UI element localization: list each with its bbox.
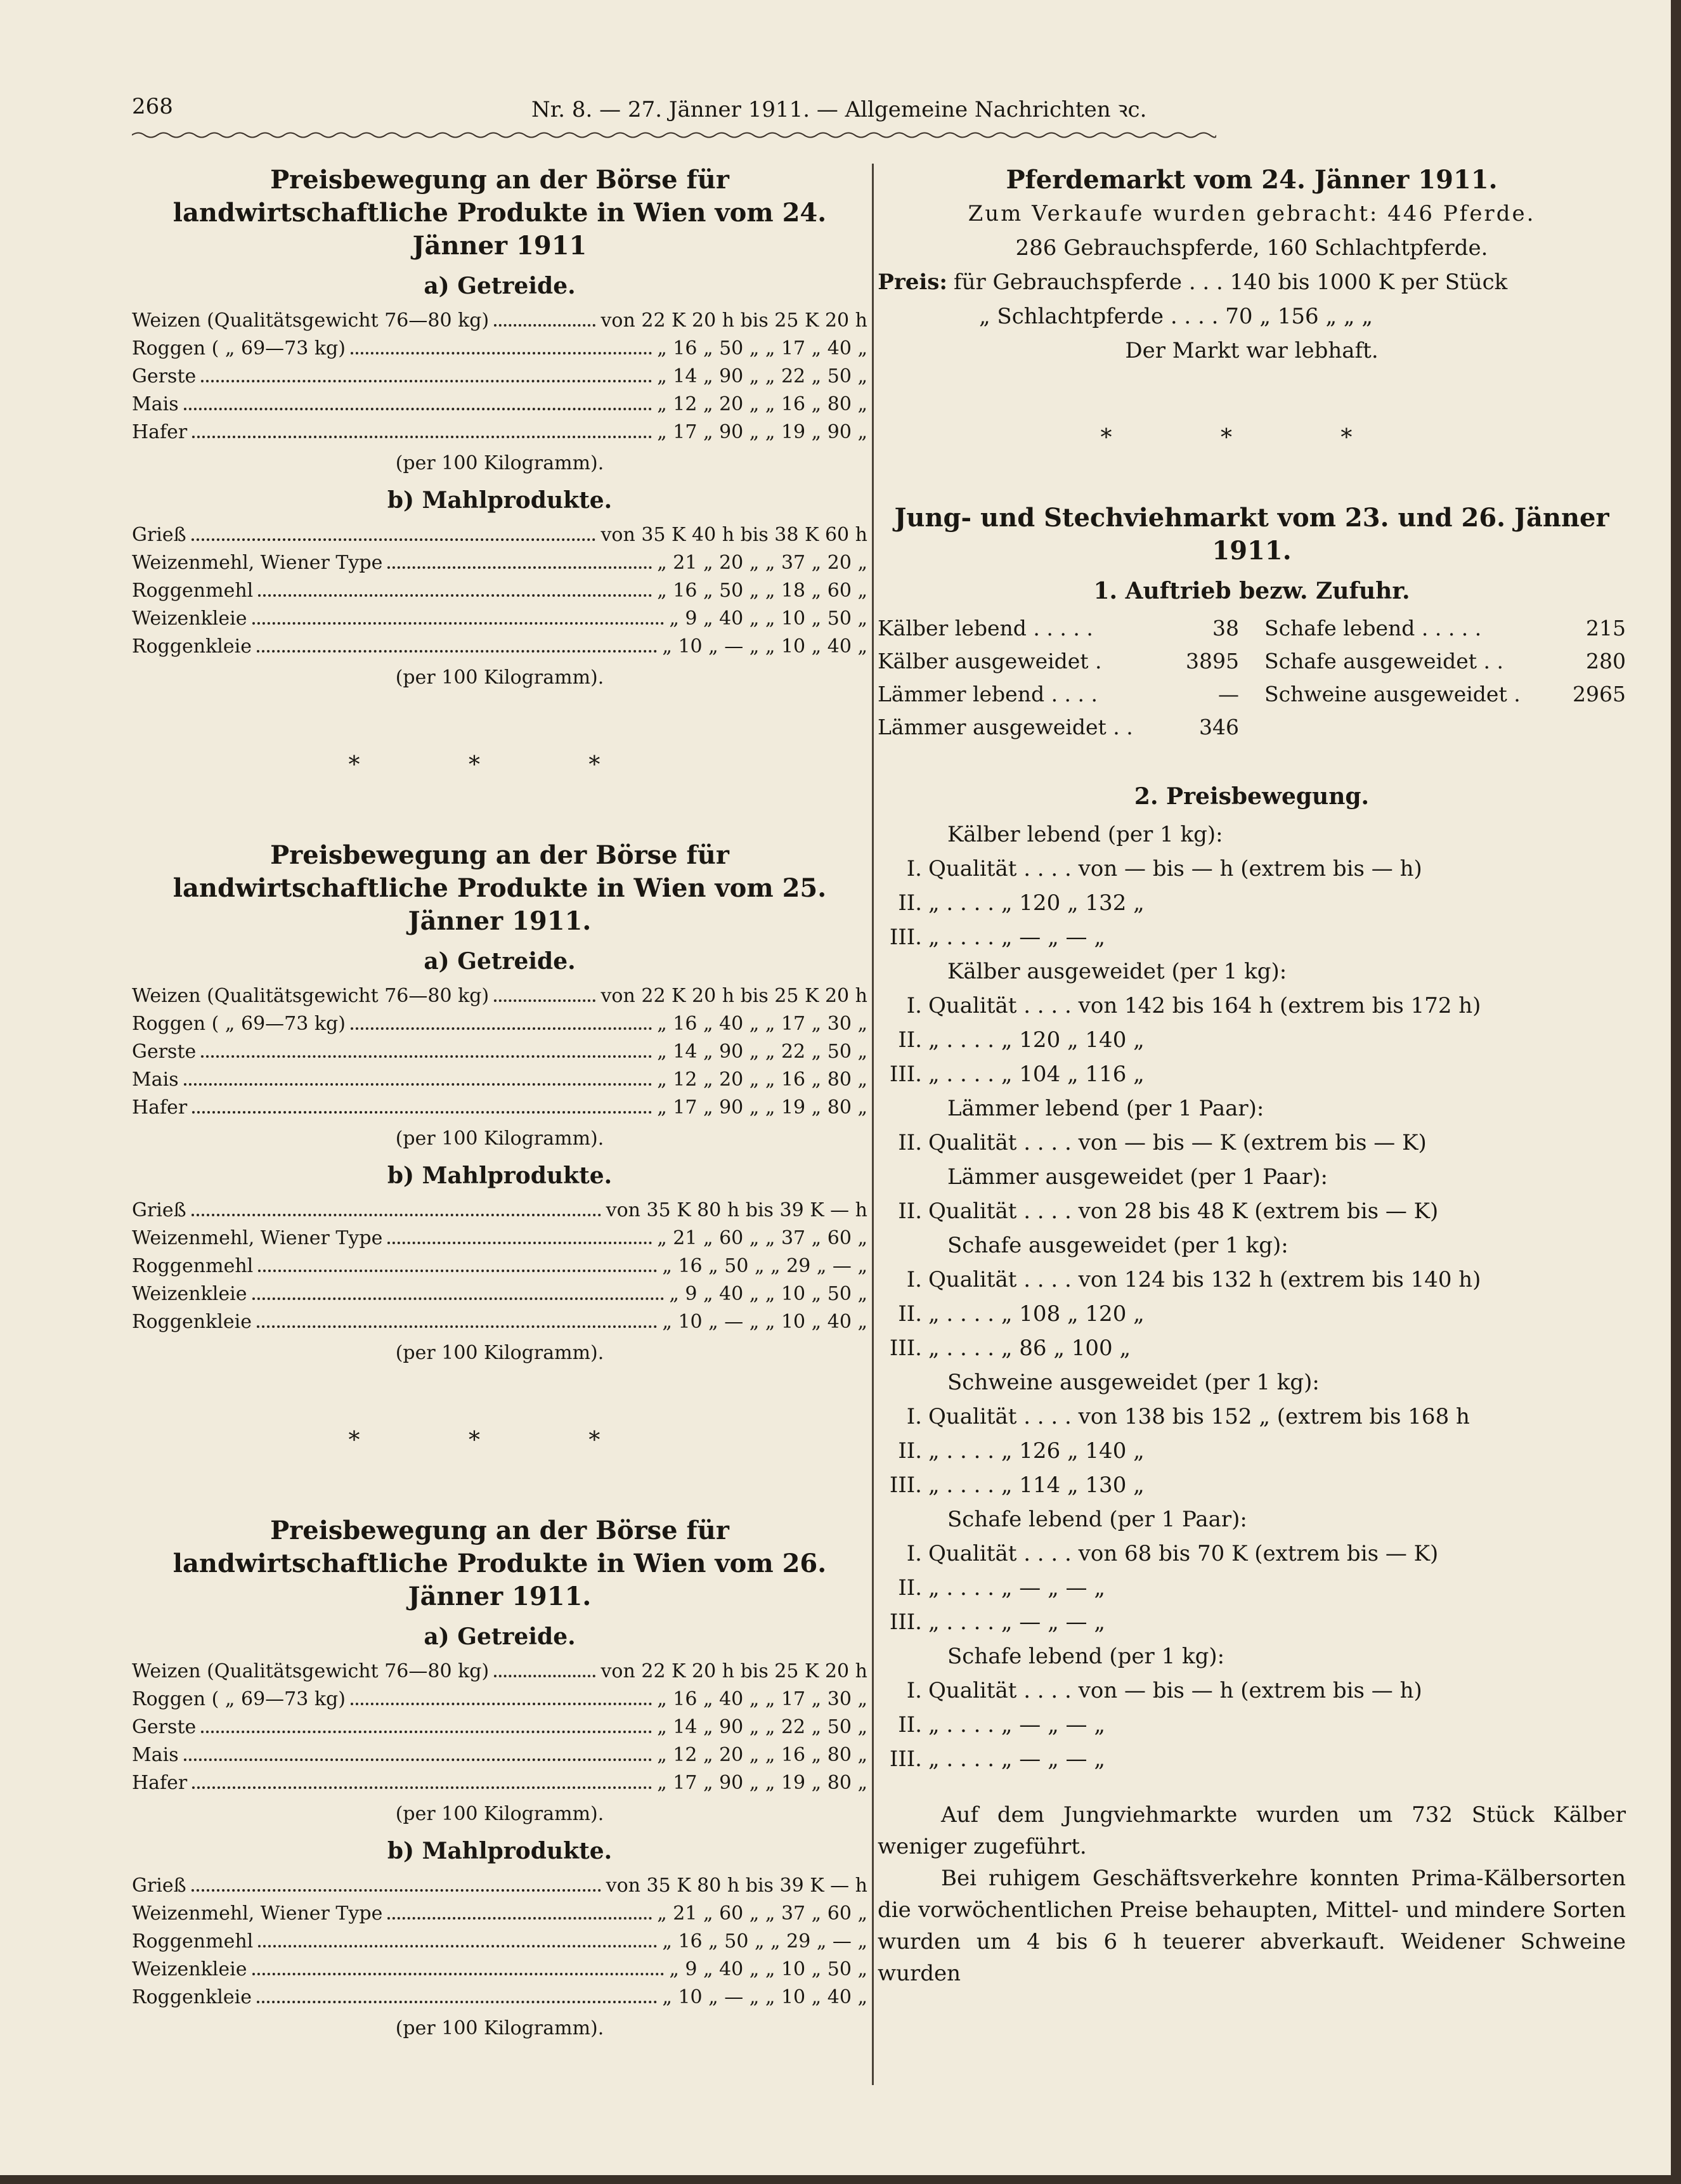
quality-row [878,1331,1626,1365]
mahl-row [132,521,867,549]
row-value: „ 10 „ — „ „ 10 „ 40 „ [662,1986,867,2008]
row-label: Roggen ( „ 69—73 kg) [132,337,346,360]
quality-row [878,1023,1626,1057]
group-heading: Schafe lebend (per 1 kg): [947,1644,1225,1669]
getreide-row [132,307,867,335]
row-value: „ 21 „ 20 „ „ 37 „ 20 „ [657,552,867,574]
price-block [132,1514,867,2042]
quality-row [878,1434,1626,1468]
leader-dots [201,1055,652,1058]
page-number: 268 [132,94,173,119]
leader-dots [257,2001,657,2003]
quality-grade: I. [906,993,922,1018]
mahl-row [132,1197,867,1225]
quality-row [878,920,1626,954]
page-header [132,94,1216,126]
group-heading: Lämmer lebend (per 1 Paar): [947,1096,1264,1121]
price-block [132,164,867,778]
quality-grade: III. [889,1062,922,1087]
getreide-row [132,391,867,419]
quality-grade: II. [898,1438,922,1464]
auftrieb-row [1264,678,1626,711]
quality-text: „ . . . . „ — „ — „ [928,1609,1105,1635]
quality-text: „ . . . . „ 120 „ 140 „ [928,1027,1145,1053]
row-label: Roggenkleie [132,635,252,658]
mahl-row [132,1984,867,2012]
auftrieb-label: Lämmer lebend . . . . [878,682,1098,706]
row-value: „ 21 „ 60 „ „ 37 „ 60 „ [657,1227,867,1249]
quality-row [878,1400,1626,1434]
pferdemarkt-line2: 286 Gebrauchspferde, 160 Schlachtpferde. [1015,235,1488,261]
row-label: Weizen (Qualitätsgewicht 76—80 kg) [132,309,490,332]
row-label: Gerste [132,1041,197,1063]
pferdemarkt-line1: Zum Verkaufe wurden gebracht: 446 Pferde. [968,201,1536,226]
group-heading: Kälber ausgeweidet (per 1 kg): [947,959,1287,984]
row-value: „ 12 „ 20 „ „ 16 „ 80 „ [657,1069,867,1091]
row-label: Mais [132,1069,179,1091]
leader-dots [351,1703,652,1705]
row-value: „ 16 „ 40 „ „ 17 „ 30 „ [657,1013,867,1035]
leader-dots [191,1214,601,1216]
row-value: von 22 K 20 h bis 25 K 20 h [600,1660,867,1682]
mahl-row [132,577,867,605]
auftrieb-left [878,612,1252,744]
getreide-row [132,1038,867,1066]
row-value: „ 17 „ 90 „ „ 19 „ 80 „ [657,1772,867,1794]
quality-row [878,1742,1626,1776]
row-value: „ 9 „ 40 „ „ 10 „ 50 „ [669,1958,867,1980]
leader-dots [184,408,652,410]
quality-text: Qualität . . . . von 124 bis 132 h (extrem bis 140 h) [928,1267,1481,1292]
row-label: Weizen (Qualitätsgewicht 76—80 kg) [132,1660,490,1682]
units-note: (per 100 Kilogramm). [395,1342,604,1364]
quality-row [878,1537,1626,1571]
quality-row [878,989,1626,1023]
quality-text: „ . . . . „ — „ — „ [928,925,1105,950]
mahl-row [132,633,867,661]
quality-row [878,1263,1626,1297]
left-column [132,164,867,2042]
row-label: Hafer [132,1772,188,1794]
mahl-heading: b) Mahlprodukte. [387,1162,613,1189]
leader-dots [258,1270,657,1272]
group-heading: Schweine ausgeweidet (per 1 kg): [947,1370,1320,1395]
page-edge-right [1671,0,1681,2184]
auftrieb-title: 1. Auftrieb bezw. Zufuhr. [1093,578,1410,604]
quality-text: Qualität . . . . von — bis — K (extrem bis — K) [928,1130,1427,1155]
group-heading: Kälber lebend (per 1 kg): [947,822,1223,847]
leader-dots [494,324,595,327]
price-block [132,839,867,1453]
quality-text: „ . . . . „ — „ — „ [928,1712,1105,1738]
getreide-row [132,1686,867,1713]
quality-grade: III. [889,1472,922,1498]
leader-dots [184,1083,652,1086]
row-label: Weizenmehl, Wiener Type [132,552,383,574]
row-label: Weizen (Qualitätsgewicht 76—80 kg) [132,985,490,1007]
quality-grade: II. [898,1301,922,1327]
units-note: (per 100 Kilogramm). [395,1803,604,1825]
row-value: von 35 K 40 h bis 38 K 60 h [600,524,867,546]
leader-dots [351,352,652,354]
quality-text: „ . . . . „ 114 „ 130 „ [928,1472,1145,1498]
quality-row [878,1126,1626,1160]
leader-dots [191,538,596,541]
getreide-row [132,1769,867,1797]
mahl-row [132,1928,867,1956]
jungvieh-title: Jung- und Stechviehmarkt vom 23. und 26. Jänner 1911. [894,503,1609,566]
row-label: Grieß [132,1199,186,1221]
leader-dots [201,1731,652,1733]
column-divider [872,164,874,2085]
price-gebrauch: für Gebrauchspferde . . . 140 bis 1000 K per Stück [954,270,1508,295]
auftrieb-right [1252,612,1626,744]
quality-text: Qualität . . . . von — bis — h (extrem bis — h) [928,856,1422,881]
row-value: „ 16 „ 50 „ „ 29 „ — „ [662,1930,867,1953]
getreide-heading: a) Getreide. [424,948,576,975]
quality-text: „ . . . . „ 86 „ 100 „ [928,1336,1131,1361]
getreide-row [132,1741,867,1769]
preis-groups [878,817,1626,1776]
getreide-heading: a) Getreide. [424,1623,576,1650]
row-label: Gerste [132,1716,197,1738]
pferdemarkt-title: Pferdemarkt vom 24. Jänner 1911. [1006,165,1498,195]
group-heading: Lämmer ausgeweidet (per 1 Paar): [947,1164,1328,1190]
row-value: „ 12 „ 20 „ „ 16 „ 80 „ [657,1744,867,1766]
quality-grade: I. [906,1267,922,1292]
page-edge-bottom [0,2175,1681,2184]
leader-dots [387,1917,652,1920]
leader-dots [252,1297,665,1300]
mahl-row [132,1280,867,1308]
quality-row [878,1674,1626,1708]
pferdemarkt-price-row1 [878,265,1626,299]
leader-dots [387,566,652,569]
quality-grade: II. [898,1130,922,1155]
quality-grade: III. [889,1609,922,1635]
getreide-row [132,419,867,446]
header-wavy-rule [132,131,1216,140]
leader-dots [252,622,665,625]
quality-grade: II. [898,1199,922,1224]
getreide-row [132,982,867,1010]
row-value: „ 9 „ 40 „ „ 10 „ 50 „ [669,608,867,630]
auftrieb-label: Kälber ausgeweidet . [878,649,1102,673]
row-value: „ 14 „ 90 „ „ 22 „ 50 „ [657,365,867,387]
auftrieb-table [878,612,1626,744]
quality-row [878,1194,1626,1228]
getreide-heading: a) Getreide. [424,273,576,299]
quality-grade: I. [906,1404,922,1429]
row-label: Roggen ( „ 69—73 kg) [132,1013,346,1035]
getreide-row [132,335,867,363]
units-note: (per 100 Kilogramm). [395,1128,604,1150]
leader-dots [257,650,657,653]
quality-text: Qualität . . . . von 68 bis 70 K (extrem bis — K) [928,1541,1439,1566]
getreide-row [132,1713,867,1741]
row-label: Roggen ( „ 69—73 kg) [132,1688,346,1710]
auftrieb-row [878,612,1239,645]
quality-grade: II. [898,1575,922,1601]
mahl-heading: b) Mahlprodukte. [387,487,613,514]
quality-row [878,1297,1626,1331]
row-value: von 35 K 80 h bis 39 K — h [606,1875,867,1897]
quality-text: „ . . . . „ 104 „ 116 „ [928,1062,1145,1087]
leader-dots [201,380,652,382]
row-label: Roggenmehl [132,1930,254,1953]
mahl-row [132,1252,867,1280]
row-value: von 22 K 20 h bis 25 K 20 h [600,985,867,1007]
getreide-row [132,1066,867,1094]
auftrieb-row [878,678,1239,711]
mahl-row [132,1308,867,1336]
row-label: Roggenkleie [132,1311,252,1333]
row-value: von 22 K 20 h bis 25 K 20 h [600,309,867,332]
leader-dots [192,1786,652,1789]
quality-grade: II. [898,890,922,916]
quality-grade: II. [898,1027,922,1053]
pferdemarkt-price-row2 [878,299,1626,334]
paragraph-2: Bei ruhigem Geschäftsverkehre konnten Prima-Kälbersorten die vorwöchentlichen Preise behaupten, Mittel- und mindere Sorten wurden um 4 bis 6 h teuerer abverkauft. Weidener Schweine wurden [878,1866,1626,1986]
quality-grade: I. [906,1541,922,1566]
running-title: Nr. 8. — 27. Jänner 1911. — Allgemeine Nachrichten ꝛc. [531,97,1147,122]
quality-grade: III. [889,925,922,950]
row-label: Grieß [132,524,186,546]
leader-dots [191,1889,601,1892]
auftrieb-value: 346 [1199,715,1239,739]
pferdemarkt-line3: Der Markt war lebhaft. [1125,338,1379,363]
row-value: „ 17 „ 90 „ „ 19 „ 80 „ [657,1096,867,1119]
section-separator: * * * [348,752,651,778]
leader-dots [494,1675,595,1677]
auftrieb-label: Lämmer ausgeweidet . . [878,715,1133,739]
row-label: Weizenkleie [132,1283,247,1305]
row-value: „ 12 „ 20 „ „ 16 „ 80 „ [657,393,867,415]
row-label: Hafer [132,421,188,443]
mahl-row [132,549,867,577]
row-label: Weizenmehl, Wiener Type [132,1227,383,1249]
row-value: „ 21 „ 60 „ „ 37 „ 60 „ [657,1902,867,1925]
row-label: Weizenkleie [132,608,247,630]
mahl-heading: b) Mahlprodukte. [387,1838,613,1864]
quality-row [878,1057,1626,1091]
leader-dots [184,1758,652,1761]
leader-dots [192,436,652,438]
units-note: (per 100 Kilogramm). [395,452,604,474]
auftrieb-label: Schweine ausgeweidet . [1264,682,1521,706]
quality-grade: III. [889,1336,922,1361]
leader-dots [494,999,595,1002]
row-label: Hafer [132,1096,188,1119]
units-note: (per 100 Kilogramm). [395,2017,604,2039]
auftrieb-value: 3895 [1186,649,1239,673]
auftrieb-row [878,711,1239,744]
mahl-row [132,605,867,633]
mahl-row [132,1872,867,1900]
block-title: Preisbewegung an der Börse für landwirtschaftliche Produkte in Wien vom 25. Jänner 1911. [172,840,827,936]
row-label: Roggenmehl [132,1255,254,1277]
auftrieb-row [1264,612,1626,645]
group-heading: Schafe ausgeweidet (per 1 kg): [947,1233,1288,1258]
row-value: „ 16 „ 40 „ „ 17 „ 30 „ [657,1688,867,1710]
row-value: „ 16 „ 50 „ „ 29 „ — „ [662,1255,867,1277]
row-label: Roggenkleie [132,1986,252,2008]
getreide-row [132,1094,867,1122]
mahl-row [132,1956,867,1984]
block-title: Preisbewegung an der Börse für landwirtschaftliche Produkte in Wien vom 26. Jänner 1911. [172,1516,827,1611]
auftrieb-label: Schafe lebend . . . . . [1264,616,1482,640]
getreide-row [132,1658,867,1686]
auftrieb-label: Kälber lebend . . . . . [878,616,1093,640]
row-label: Grieß [132,1875,186,1897]
leader-dots [258,1945,657,1947]
auftrieb-row [1264,645,1626,678]
leader-dots [192,1111,652,1114]
auftrieb-row [878,645,1239,678]
auftrieb-value: 2965 [1573,682,1626,706]
leader-dots [351,1027,652,1030]
row-value: „ 14 „ 90 „ „ 22 „ 50 „ [657,1041,867,1063]
row-value: „ 10 „ — „ „ 10 „ 40 „ [662,1311,867,1333]
auftrieb-value: 38 [1212,616,1239,640]
units-note: (per 100 Kilogramm). [395,666,604,689]
quality-text: Qualität . . . . von — bis — h (extrem bis — h) [928,1678,1422,1703]
group-heading: Schafe lebend (per 1 Paar): [947,1507,1247,1532]
row-label: Mais [132,393,179,415]
row-value: „ 9 „ 40 „ „ 10 „ 50 „ [669,1283,867,1305]
quality-grade: I. [906,856,922,881]
quality-row [878,886,1626,920]
row-value: „ 16 „ 50 „ „ 18 „ 60 „ [657,580,867,602]
row-label: Weizenmehl, Wiener Type [132,1902,383,1925]
row-value: „ 14 „ 90 „ „ 22 „ 50 „ [657,1716,867,1738]
auftrieb-label: Schafe ausgeweidet . . [1264,649,1503,673]
quality-text: Qualität . . . . von 142 bis 164 h (extrem bis 172 h) [928,993,1481,1018]
quality-row [878,852,1626,886]
row-label: Weizenkleie [132,1958,247,1980]
getreide-row [132,1010,867,1038]
quality-grade: I. [906,1678,922,1703]
leader-dots [258,594,652,597]
row-label: Gerste [132,365,197,387]
quality-text: „ . . . . „ 108 „ 120 „ [928,1301,1145,1327]
quality-row [878,1468,1626,1502]
getreide-row [132,363,867,391]
row-label: Roggenmehl [132,580,254,602]
price-label: Preis: [878,270,947,295]
quality-row [878,1571,1626,1605]
quality-text: Qualität . . . . von 138 bis 152 „ (extrem bis 168 h [928,1404,1470,1429]
row-value: „ 17 „ 90 „ „ 19 „ 90 „ [657,421,867,443]
quality-grade: II. [898,1712,922,1738]
auftrieb-value: — [1218,682,1239,706]
row-label: Mais [132,1744,179,1766]
leader-dots [252,1973,665,1975]
quality-grade: III. [889,1746,922,1772]
row-value: „ 16 „ 50 „ „ 17 „ 40 „ [657,337,867,360]
row-value: von 35 K 80 h bis 39 K — h [606,1199,867,1221]
auftrieb-value: 215 [1586,616,1626,640]
row-value: „ 10 „ — „ „ 10 „ 40 „ [662,635,867,658]
block-title: Preisbewegung an der Börse für landwirtschaftliche Produkte in Wien vom 24. Jänner 1911 [172,165,827,261]
quality-text: „ . . . . „ — „ — „ [928,1746,1105,1772]
auftrieb-value: 280 [1586,649,1626,673]
quality-row [878,1605,1626,1639]
quality-text: „ . . . . „ 126 „ 140 „ [928,1438,1145,1464]
leader-dots [387,1242,652,1244]
leader-dots [257,1325,657,1328]
mahl-row [132,1225,867,1252]
preisbewegung-title: 2. Preisbewegung. [1134,783,1370,810]
price-schlacht: „ Schlachtpferde . . . . 70 „ 156 „ „ „ [979,304,1373,329]
quality-text: „ . . . . „ — „ — „ [928,1575,1105,1601]
right-column [878,164,1626,1989]
section-separator: * * * [1100,425,1403,451]
quality-text: „ . . . . „ 120 „ 132 „ [928,890,1145,916]
mahl-row [132,1900,867,1928]
section-separator: * * * [348,1427,651,1453]
quality-row [878,1708,1626,1742]
quality-text: Qualität . . . . von 28 bis 48 K (extrem bis — K) [928,1199,1439,1224]
paragraph-1: Auf dem Jungviehmarkte wurden um 732 Stück Kälber weniger zugeführt. [878,1802,1626,1859]
